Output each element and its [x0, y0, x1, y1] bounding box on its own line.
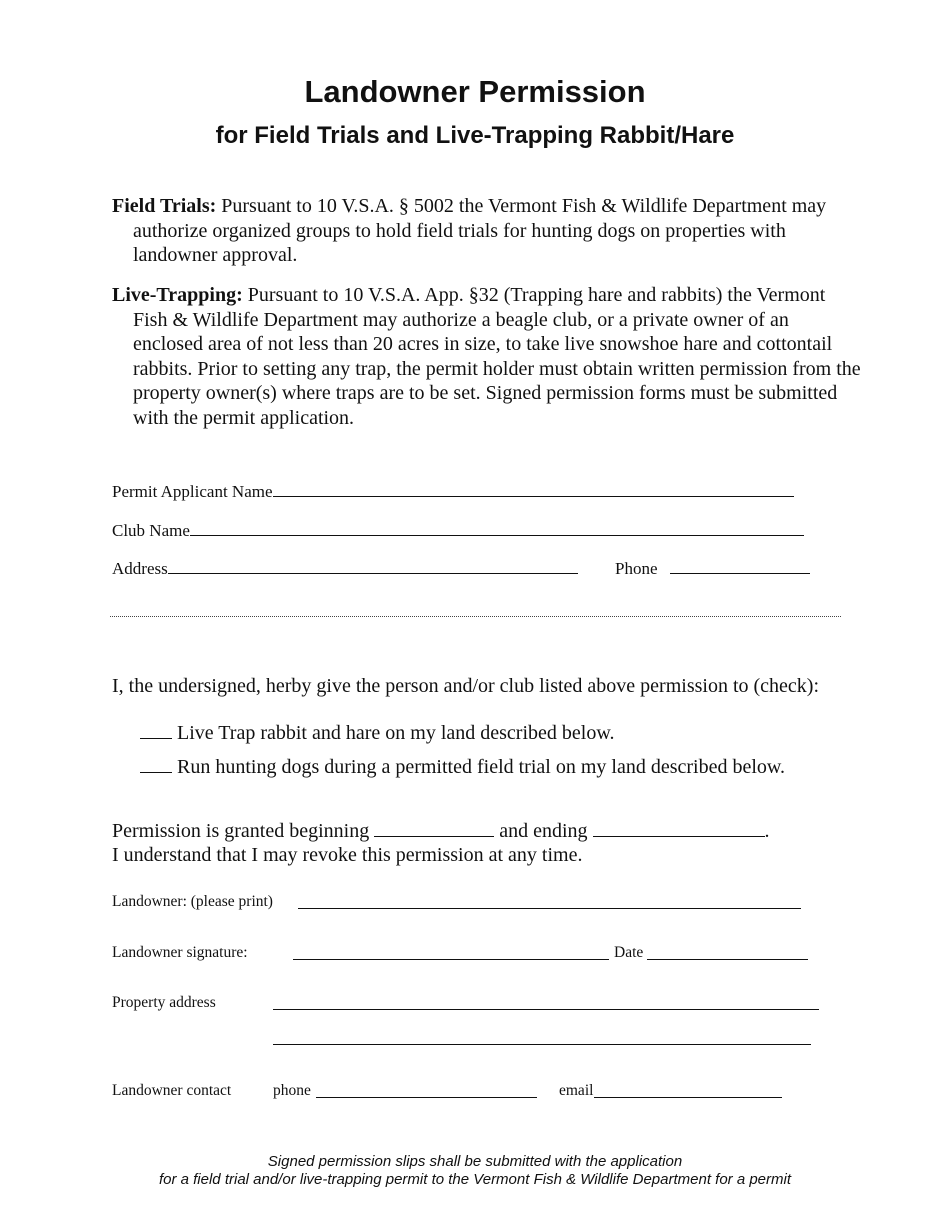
option-live-trap-checkbox[interactable]: [140, 724, 172, 739]
granted-suffix: .: [764, 820, 770, 842]
contact-phone-label: phone: [273, 1082, 311, 1099]
phone-row: [615, 557, 810, 579]
field-trials-label: Field Trials:: [112, 195, 217, 217]
contact-email-label: email: [559, 1082, 594, 1099]
begin-date-field[interactable]: [374, 820, 494, 837]
page-title: Landowner Permission: [304, 74, 646, 109]
property-address-field-2[interactable]: [273, 1044, 811, 1045]
option-field-trial-checkbox[interactable]: [140, 758, 172, 773]
option-field-trial-label: Run hunting dogs during a permitted field trial on my land described below.: [177, 756, 786, 778]
end-date-field[interactable]: [593, 820, 765, 837]
club-name-field[interactable]: [190, 519, 804, 536]
revoke-notice: I understand that I may revoke this permission at any time.: [112, 844, 583, 866]
date-field[interactable]: [647, 959, 808, 960]
applicant-name-field[interactable]: [273, 480, 794, 497]
page-subtitle: for Field Trials and Live-Trapping Rabbit/Hare: [215, 122, 735, 149]
address-label: Address: [112, 559, 168, 578]
phone-label: Phone: [615, 559, 658, 578]
landowner-signature-label: Landowner signature:: [112, 944, 248, 961]
landowner-print-field[interactable]: [298, 908, 801, 909]
phone-field[interactable]: [670, 557, 810, 574]
permission-dates-row: [112, 820, 770, 843]
applicant-name-row: [112, 480, 794, 502]
date-label: Date: [614, 944, 644, 961]
live-trapping-text: Pursuant to 10 V.S.A. App. §32 (Trapping hare and rabbits) the Vermont Fish & Wildlife Department may authorize a beagle club, or a private owner of an enclosed area of not less than 20 acres in size, to take live snowshoe hare and cottontail rabbits. Prior to setting any trap, the permit holder must obtain written permission from the property owner(s) where traps are to be set. Signed permission forms must be submitted with the permit application.: [133, 284, 861, 429]
club-name-label: Club Name: [112, 521, 190, 540]
contact-phone-field[interactable]: [316, 1097, 537, 1098]
option-field-trial: [140, 756, 785, 779]
section-divider: [110, 616, 841, 617]
option-live-trap-label: Live Trap rabbit and hare on my land described below.: [177, 722, 615, 744]
contact-email-field[interactable]: [594, 1097, 782, 1098]
footer-line-2: for a field trial and/or live-trapping permit to the Vermont Fish & Wildlife Department for a permit: [158, 1171, 792, 1188]
footer-line-1: Signed permission slips shall be submitted with the application: [267, 1153, 683, 1170]
club-name-row: [112, 519, 804, 541]
permission-intro: I, the undersigned, herby give the person and/or club listed above permission to (check):: [112, 675, 820, 697]
applicant-name-label: Permit Applicant Name: [112, 482, 273, 501]
field-trials-paragraph: [112, 194, 863, 268]
live-trapping-paragraph: [112, 283, 863, 430]
live-trapping-label: Live-Trapping:: [112, 284, 243, 306]
granted-prefix: Permission is granted beginning: [112, 820, 370, 842]
landowner-signature-field[interactable]: [293, 959, 609, 960]
property-address-field-1[interactable]: [273, 1009, 819, 1010]
granted-middle: and ending: [499, 820, 588, 842]
property-address-label: Property address: [112, 994, 216, 1011]
address-row: [112, 557, 578, 579]
landowner-contact-label: Landowner contact: [112, 1082, 232, 1099]
landowner-print-label: Landowner: (please print): [112, 893, 273, 910]
option-live-trap: [140, 722, 614, 745]
field-trials-text: Pursuant to 10 V.S.A. § 5002 the Vermont Fish & Wildlife Department may authorize organized groups to hold field trials for hunting dogs on properties with landowner approval.: [133, 195, 827, 266]
address-field[interactable]: [168, 557, 578, 574]
